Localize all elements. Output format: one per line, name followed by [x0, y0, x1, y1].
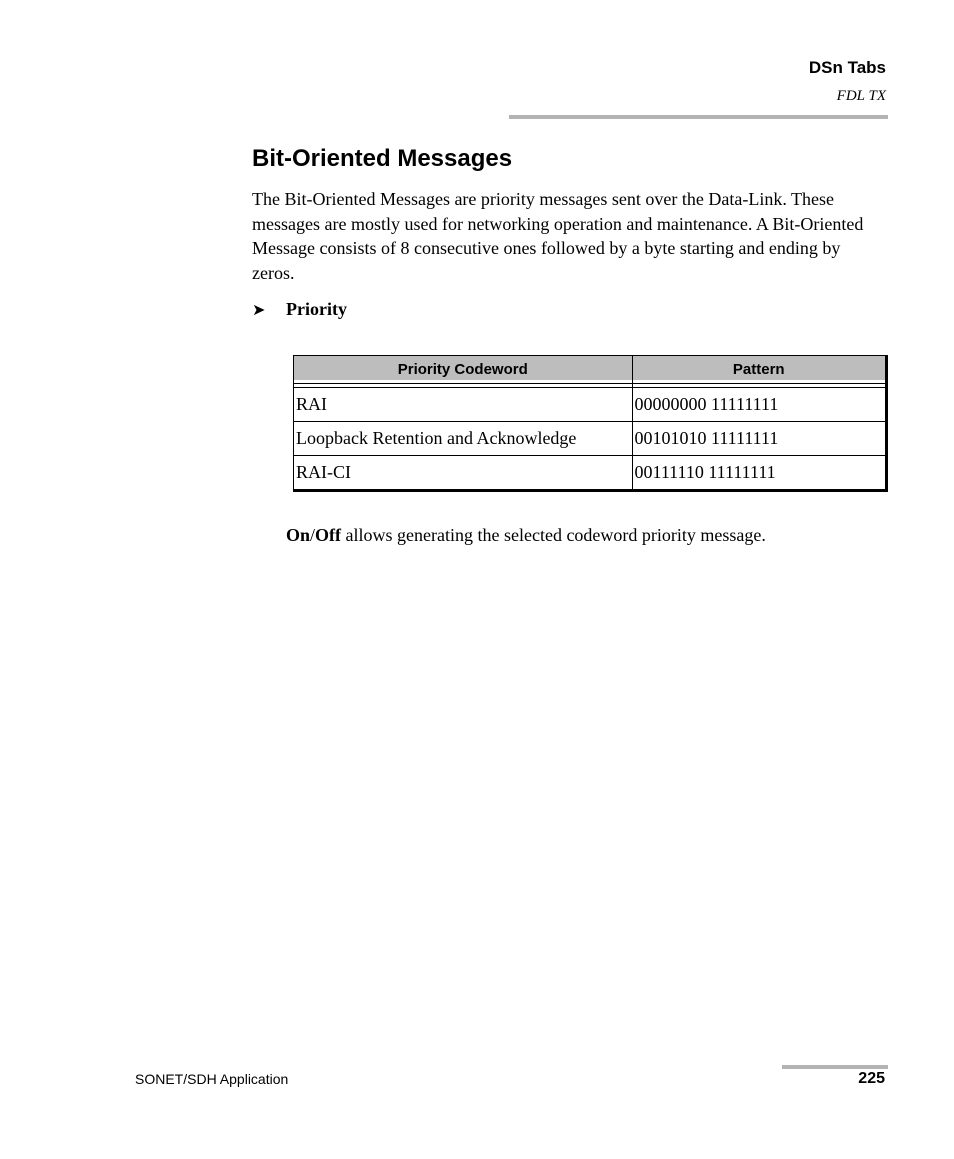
- running-header-subtitle: FDL TX: [836, 88, 886, 104]
- footer-document-title: SONET/SDH Application: [135, 1071, 289, 1087]
- bullet-item: [252, 299, 347, 320]
- bullet-label: Priority: [286, 299, 347, 319]
- pattern-cell: 00000000 11111111: [632, 388, 885, 422]
- section-title: Bit-Oriented Messages: [252, 145, 513, 172]
- column-header: Priority Codeword: [294, 356, 632, 384]
- page-number: 225: [858, 1070, 885, 1087]
- on-off-note: [286, 525, 766, 546]
- codeword-cell: Loopback Retention and Acknowledge: [294, 422, 632, 456]
- pattern-cell: 00111110 11111111: [632, 456, 885, 490]
- footer-rule: [782, 1065, 888, 1069]
- off-label: Off: [315, 525, 342, 545]
- slash: /: [310, 525, 316, 545]
- codeword-cell: RAI-CI: [294, 456, 632, 490]
- header-rule: [509, 115, 888, 119]
- section-paragraph: The Bit-Oriented Messages are priority messages sent over the Data-Link. These messages are mostly used for networking operation and maintenance. A Bit-Oriented Message consists of 8 consecutive ones followed by a byte starting and ending by zeros.: [252, 189, 864, 283]
- note-text: allows generating the selected codeword priority message.: [341, 525, 766, 545]
- codeword-table: [293, 355, 888, 492]
- column-header: Pattern: [632, 356, 885, 384]
- table-header-row: [294, 356, 885, 384]
- on-label: On: [286, 525, 311, 545]
- codeword-cell: RAI: [294, 388, 632, 422]
- running-header-title: DSn Tabs: [808, 58, 886, 77]
- table-row: [294, 456, 885, 490]
- table-row: [294, 388, 885, 422]
- arrow-right-icon: ➤: [252, 301, 266, 319]
- pattern-cell: 00101010 11111111: [632, 422, 885, 456]
- table-row: [294, 422, 885, 456]
